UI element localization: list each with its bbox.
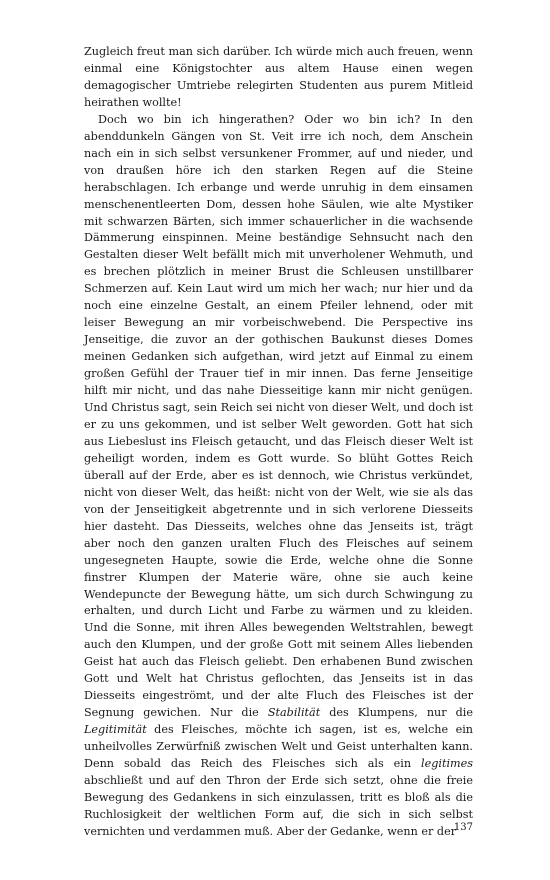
emphasis-legitimitaet: Legitimität xyxy=(84,723,147,737)
body-text xyxy=(84,44,473,841)
emphasis-stabilitaet: Stabilität xyxy=(267,706,321,720)
emphasis-legitimes: legitimes xyxy=(421,757,473,771)
paragraph-2-part-2: des Klumpens, nur die xyxy=(320,706,473,720)
paragraph-2-part-4: abschließt und auf den Thron der Erde sich setzt, ohne die freie Bewegung des Gedankens in sich einzulassen, tritt es bloß als die Ruchlosigkeit der weltlichen Form auf, die sich in sich selbst vernichten und verdammen muß. Aber der Gedanke, wenn er der xyxy=(84,773,473,838)
paragraph-2-part-3: des Fleisches, möchte ich sagen, ist es, welche ein unheilvolles Zerwürfniß zwischen Welt und Geist unterhalten kann. Denn sobald das Reich des Fleisches sich als ein xyxy=(84,723,473,771)
page-number: 137 xyxy=(453,822,473,833)
paragraph-2-part-1: Doch wo bin ich hingerathen? Oder wo bin ich? In den abenddunkeln Gängen von St. Veit irre ich noch, dem Anschein nach ein in sich selbst versunkener Frommer, auf und nieder, und von draußen höre ich den starken Regen auf die Steine herabschlagen. Ich erbange und werde unruhig in dem einsamen menschenentleerten Dom, dessen hohe Säulen, wie alte Mystiker mit schwarzen Bärten, sich immer schauerlicher in die wachsende Dämmerung einspinnen. Meine beständige Sehnsucht nach den Gestalten dieser Welt befällt mich mit unverholener Wehmuth, und es brechen plötzlich in meiner Brust die Schleusen unstillbarer Schmerzen auf. Kein Laut wird um mich her wach; nur hier und da noch eine einzelne Gestalt, an einem Pfeiler lehnend, oder mit leiser Bewegung an mir vorbeischwebend. Die Perspective ins Jenseitige, die zuvor an der gothischen Baukunst dieses Domes meinen Gedanken sich aufgethan, wird jetzt auf Einmal zu einem großen Gefühl der Trauer tief in mir innen. Das ferne Jenseitige hilft mir nicht, und das nahe Diesseitige kann mir nicht genügen. Und Christus sagt, sein Reich sei nicht von dieser Welt, und doch ist er zu uns gekommen, und ist selber Welt geworden. Gott hat sich aus Liebeslust ins Fleisch getaucht, und das Fleisch dieser Welt ist geheiligt worden, indem es Gott wurde. So blüht Gottes Reich überall auf der Erde, aber es ist dennoch, wie Christus verkündet, nicht von dieser Welt, das heißt: nicht von der Welt, wie sie als das von der Jenseitigkeit abgetrennte und in sich verlorene Diesseits hier dasteht. Das Diesseits, welches ohne das Jenseits ist, trägt aber noch den ganzen uralten Fluch des Fleisches auf seinem ungesegneten Haupte, sowie die Erde, welche ohne die Sonne finstrer Klumpen der Materie wäre, ohne sie auch keine Wendepuncte der Bewegung hätte, um sich durch Schwingung zu erhalten, und durch Licht und Farbe zu wärmen und zu kleiden. Und die Sonne, mit ihren Alles bewegenden Weltstrahlen, bewegt auch den Klumpen, und der große Gott mit seinem Alles liebenden Geist hat auch das Fleisch geliebt. Den erhabenen Bund zwischen Gott und Welt hat Christus geflochten, das Jenseits ist in das Diesseits eingeströmt, und der alte Fluch des Fleisches ist der Segnung gewichen. Nur die xyxy=(84,112,473,720)
paragraph-2 xyxy=(84,112,473,841)
paragraph-1: Zugleich freut man sich darüber. Ich würde mich auch freuen, wenn einmal eine Königstochter aus altem Hause einen wegen demagogischer Umtriebe relegirten Studenten aus purem Mitleid heirathen wollte! xyxy=(84,45,473,109)
